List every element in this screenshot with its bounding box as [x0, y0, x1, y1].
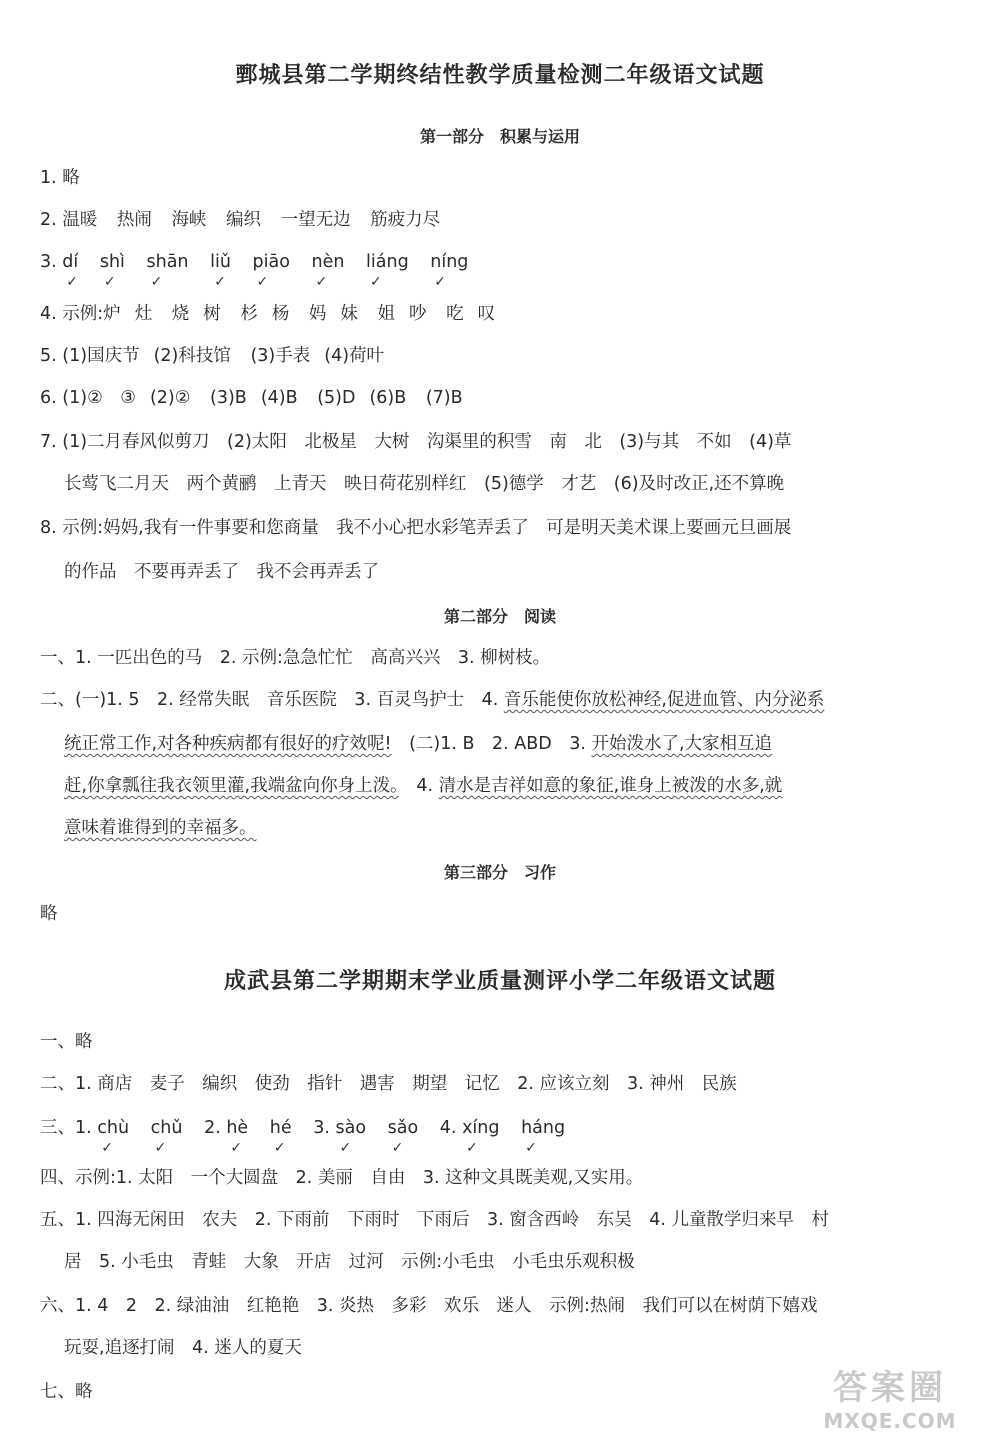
q8-line-2: 的作品 不要再弄丢了 我不会再弄丢了 — [64, 562, 379, 582]
reading-2-line-3: 赶,你拿瓢往我衣领里灌,我端盆向你身上泼。 4. 清水是吉祥如意的象征,谁身上被泼的水多,就 — [64, 776, 783, 796]
pinyin: shān ✓ — [147, 250, 189, 274]
doc1-title: 鄄城县第二学期终结性教学质量检测二年级语文试题 — [235, 63, 765, 88]
doc2-title: 成武县第二学期期末学业质量测评小学二年级语文试题 — [223, 969, 776, 994]
q2 — [40, 208, 454, 232]
check-icon: ✓ — [370, 274, 382, 290]
q4-num: 4. — [40, 304, 57, 324]
q5-num: 5. — [40, 346, 57, 366]
pinyin: shì ✓ — [100, 250, 125, 274]
reading-2-line-2: 统正常工作,对各种疾病都有很好的疗效呢! (二)1. B 2. ABD 3. 开始泼水了,大家相互追 — [64, 734, 773, 754]
watermark-url: MXQE.COM — [823, 1409, 957, 1433]
q8-line-1: 8. 示例:妈妈,我有一件事要和您商量 我不小心把水彩笔弄丢了 可是明天美术课上要画元旦画展 — [40, 518, 792, 538]
check-icon: ✓ — [434, 274, 446, 290]
pinyin: liáng ✓ — [366, 250, 409, 274]
check-icon: ✓ — [150, 274, 163, 290]
s6-line-2: 玩耍,追逐打闹 4. 迷人的夏天 — [64, 1338, 302, 1358]
underlined-answer: 意味着谁得到的幸福多。 — [64, 818, 257, 838]
watermark-text: 答案圈 — [833, 1368, 947, 1408]
check-icon: ✓ — [154, 1140, 167, 1156]
check-icon: ✓ — [66, 274, 79, 290]
pinyin: níng ✓ — [430, 250, 468, 274]
s4: 四、示例:1. 太阳 一个大圆盘 2. 美丽 自由 3. 这种文具既美观,又实用。 — [40, 1168, 644, 1188]
check-icon: ✓ — [391, 1140, 404, 1156]
q2-word: 热闹 — [116, 210, 152, 230]
underlined-answer: 清水是吉祥如意的象征,谁身上被泼的水多,就 — [438, 776, 783, 796]
underlined-answer: 赶,你拿瓢往我衣领里灌,我端盆向你身上泼。 — [64, 776, 399, 796]
pinyin: piāo ✓ — [253, 250, 290, 274]
q6-num: 6. — [40, 388, 57, 408]
check-icon: ✓ — [230, 1140, 243, 1156]
doc1-part1-heading: 第一部分 积累与运用 — [419, 127, 580, 146]
underlined-answer: 统正常工作,对各种疾病都有很好的疗效呢! — [64, 734, 392, 754]
s5-line-1: 五、1. 四海无闲田 农夫 2. 下雨前 下雨时 下雨后 3. 窗含西岭 东吴 4. 儿童散学归来早 村 — [40, 1210, 830, 1230]
check-icon: ✓ — [273, 1140, 286, 1156]
reading-1: 一、1. 一匹出色的马 2. 示例:急急忙忙 高高兴兴 3. 柳树枝。 — [40, 648, 551, 668]
q2-word: 一望无边 — [280, 210, 351, 230]
s3: 三、1. chù ✓ chǔ ✓ 2. hè ✓ hé ✓ 3. sào ✓ sǎo ✓ 4. xíng ✓ háng ✓ — [40, 1116, 581, 1140]
check-icon: ✓ — [103, 274, 116, 290]
q2-word: 海峡 — [171, 210, 207, 230]
check-icon: ✓ — [256, 274, 269, 290]
s7: 七、略 — [40, 1382, 93, 1402]
q1: 1. 略 — [40, 168, 80, 188]
q2-word: 温暖 — [62, 210, 98, 230]
composition-answer: 略 — [40, 904, 58, 924]
s6-line-1: 六、1. 4 2 2. 绿油油 红艳艳 3. 炎热 多彩 欢乐 迷人 示例:热闹 我们可以在树荫下嬉戏 — [40, 1296, 818, 1316]
doc1-part2-heading: 第二部分 阅读 — [443, 607, 556, 626]
q3 — [40, 250, 484, 290]
reading-2-line-1: 二、(一)1. 5 2. 经常失眠 音乐医院 3. 百灵鸟护士 4. 音乐能使你放松神经,促进血管、内分泌系 — [40, 690, 825, 710]
check-icon: ✓ — [214, 274, 226, 290]
watermark-logo — [790, 1360, 990, 1436]
check-icon: ✓ — [101, 1140, 114, 1156]
q4: 4. 示例:炉 灶 烧 树 杉 杨 妈 妹 姐 吵 吃 叹 — [40, 304, 496, 324]
check-icon: ✓ — [466, 1140, 478, 1156]
q2-num: 2. — [40, 210, 57, 230]
s5-line-2: 居 5. 小毛虫 青蛙 大象 开店 过河 示例:小毛虫 小毛虫乐观积极 — [64, 1252, 635, 1272]
check-icon: ✓ — [339, 1140, 352, 1156]
check-icon: ✓ — [525, 1140, 537, 1156]
q3-num: 3. — [40, 252, 57, 272]
q5: 5. (1)国庆节 (2)科技馆 (3)手表 (4)荷叶 — [40, 346, 385, 366]
doc1-part3-heading: 第三部分 习作 — [443, 863, 556, 882]
underlined-answer: 音乐能使你放松神经,促进血管、内分泌系 — [503, 690, 825, 710]
s2: 二、1. 商店 麦子 编织 使劲 指针 遇害 期望 记忆 2. 应该立刻 3. 神州 民族 — [40, 1074, 737, 1094]
underlined-answer: 开始泼水了,大家相互追 — [591, 734, 773, 754]
q2-word: 编织 — [226, 210, 262, 230]
q2-word: 筋疲力尽 — [370, 210, 441, 230]
q7-line-1: 7. (1)二月春风似剪刀 (2)太阳 北极星 大树 沟渠里的积雪 南 北 (3)与其 不如 (4)草 — [40, 432, 792, 452]
pinyin: nèn ✓ — [312, 250, 345, 274]
reading-2-line-4 — [64, 816, 257, 840]
check-icon: ✓ — [315, 274, 328, 290]
q6: 6. (1)② ③ (2)② (3)B (4)B (5)D (6)B (7)B — [40, 388, 463, 408]
s1: 一、略 — [40, 1032, 93, 1052]
q7-line-2: 长莺飞二月天 两个黄鹂 上青天 映日荷花别样红 (5)德学 才艺 (6)及时改正,还不算晚 — [64, 474, 785, 494]
pinyin: liǔ ✓ — [210, 250, 231, 274]
pinyin: dí ✓ — [62, 250, 78, 274]
